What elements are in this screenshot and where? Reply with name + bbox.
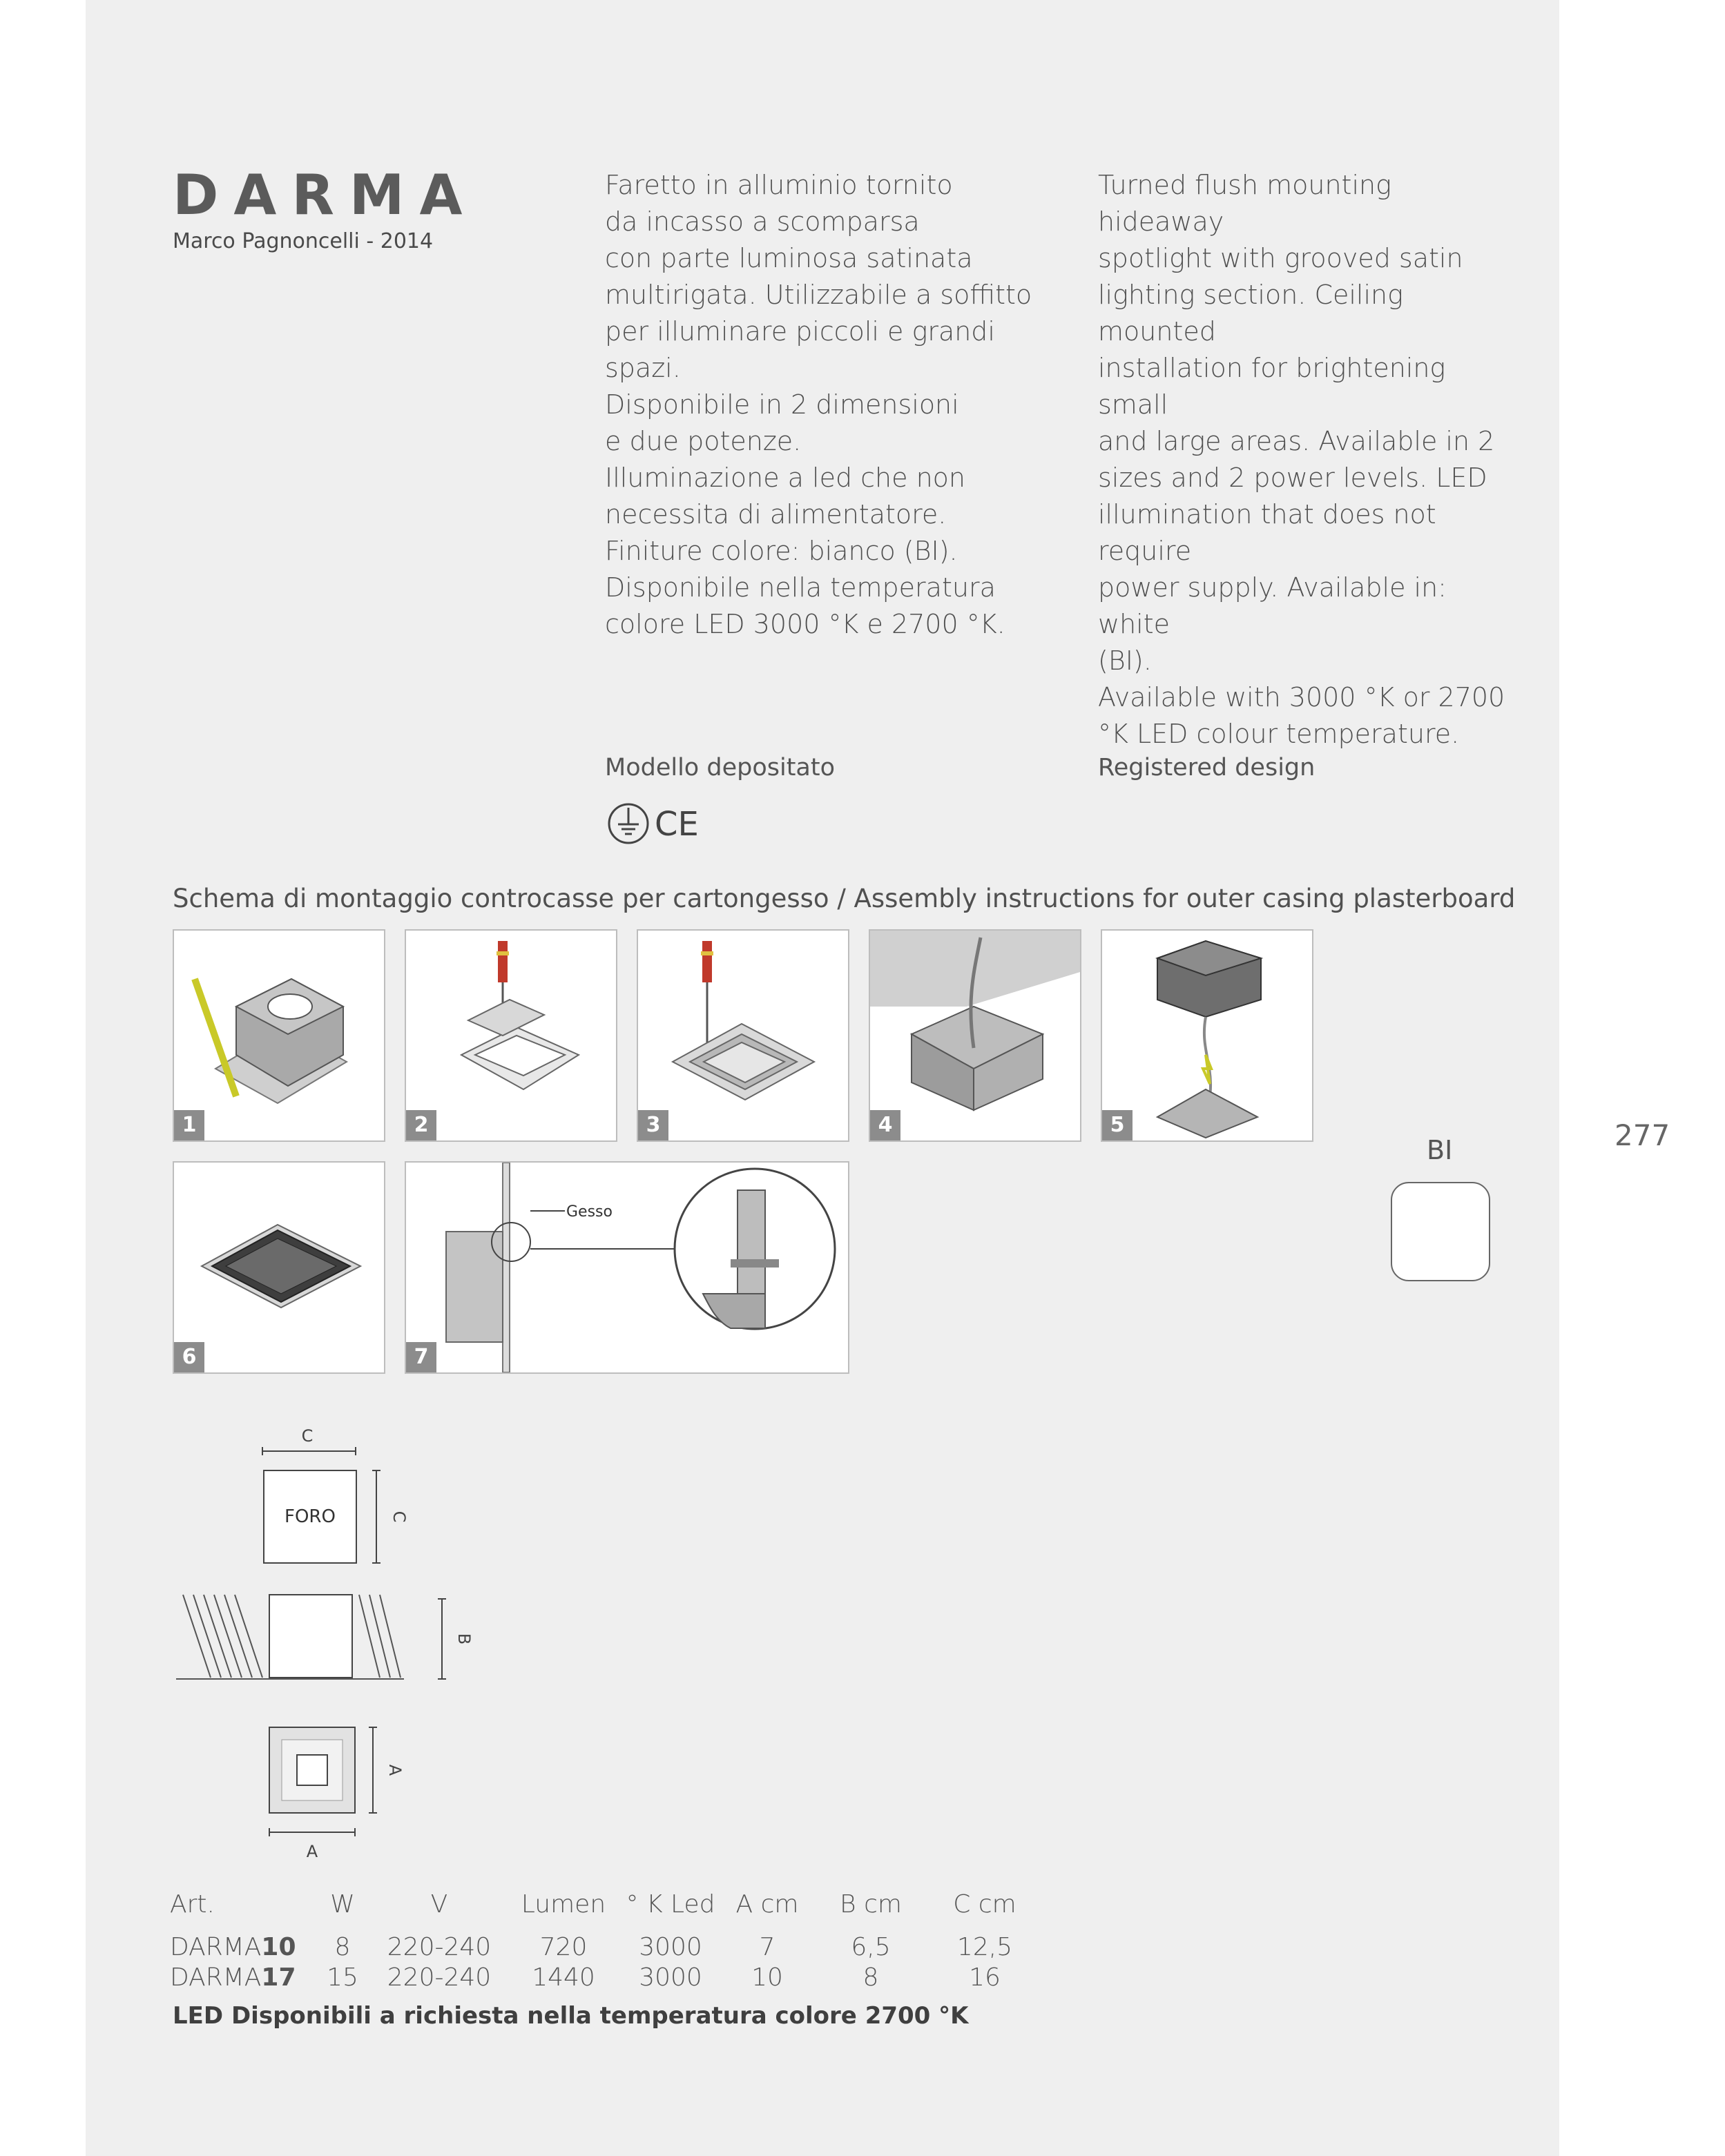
art-cell	[170, 1932, 308, 1962]
step-badge: 4	[870, 1110, 900, 1140]
gesso-label: Gesso	[566, 1203, 613, 1221]
art-prefix: DARMA	[170, 1963, 262, 1992]
page-number: 277	[1615, 1118, 1670, 1152]
v-cell: 220-240	[387, 1963, 492, 1992]
description-english: Turned flush mounting hideaway spotlight with grooved satin lighting section. Ceiling mounted installation for brightening small and large areas. Available in 2 sizes and 2 power levels. LED illumination that does not require power supply. Available in: white (BI). Available with 3000 °K or 2700 °K LED colour temperature.	[1098, 170, 1505, 749]
certification-marks	[608, 801, 704, 849]
c-cell: 12,5	[956, 1932, 1013, 1961]
assembly-title: Schema di montaggio controcasse per cartongesso / Assembly instructions for outer casing plasterboard	[173, 884, 1516, 913]
dim-c-top: C	[301, 1426, 314, 1446]
table-row	[170, 1962, 1047, 1992]
assembly-step-6	[173, 1161, 385, 1374]
col-v: V	[430, 1890, 448, 1919]
step-badge: 2	[406, 1110, 436, 1140]
step-badge: 5	[1102, 1110, 1133, 1140]
k-cell: 3000	[639, 1932, 702, 1961]
w-cell: 15	[327, 1963, 358, 1992]
ground-symbol-icon	[609, 804, 648, 843]
assembly-step-7	[405, 1161, 849, 1374]
col-k: ° K Led	[626, 1890, 715, 1919]
a-cell: 7	[759, 1932, 775, 1961]
assembly-step-5	[1101, 929, 1313, 1142]
col-w: W	[330, 1890, 355, 1919]
assembly-step-2	[405, 929, 617, 1142]
w-cell: 8	[334, 1932, 351, 1961]
art-prefix: DARMA	[170, 1932, 262, 1961]
step-badge: 7	[406, 1342, 436, 1372]
assembly-step-3	[637, 929, 849, 1142]
finish-swatch-white	[1391, 1182, 1490, 1281]
registered-design-en: Registered design	[1098, 754, 1316, 781]
led-availability-note: LED Disponibili a richiesta nella temperatura colore 2700 °K	[173, 2002, 969, 2030]
col-c: C cm	[953, 1890, 1016, 1919]
art-cell	[170, 1962, 308, 1992]
designer-credit: Marco Pagnoncelli - 2014	[173, 229, 434, 253]
lumen-cell: 720	[539, 1932, 588, 1961]
col-a: A cm	[735, 1890, 799, 1919]
table-row	[170, 1932, 1047, 1962]
step-badge: 6	[174, 1342, 204, 1372]
registered-design-it: Modello depositato	[605, 754, 835, 781]
drawing-foro	[262, 1426, 409, 1563]
step-badge: 1	[174, 1110, 204, 1140]
assembly-step-4	[869, 929, 1081, 1142]
finish-code: BI	[1427, 1135, 1453, 1165]
art-size: 10	[261, 1932, 296, 1961]
technical-drawings	[173, 1422, 490, 1867]
spec-table	[170, 1890, 1047, 1992]
dim-b: B	[454, 1633, 474, 1645]
lumen-cell: 1440	[532, 1963, 595, 1992]
dim-c-side: C	[389, 1511, 409, 1523]
ce-mark-icon: CE	[655, 805, 699, 844]
col-b: B cm	[840, 1890, 902, 1919]
foro-label: FORO	[285, 1506, 336, 1527]
description-italian: Faretto in alluminio tornito da incasso a scomparsa con parte luminosa satinata multirigata. Utilizzabile a soffitto per illuminare piccoli e grandi spazi. Disponibile in 2 dimensioni e due potenze. Illuminazione a led che non necessita di alimentatore. Finiture colore: bianco (BI). Disponibile nella temperatura colore LED 3000 °K e 2700 °K.	[605, 170, 1032, 639]
drawing-section	[176, 1595, 474, 1679]
spec-header-row	[170, 1890, 1047, 1932]
a-cell: 10	[751, 1963, 783, 1992]
col-lumen: Lumen	[521, 1890, 606, 1919]
assembly-step-1	[173, 929, 385, 1142]
product-title: DARMA	[173, 163, 478, 227]
col-art: Art.	[170, 1890, 215, 1919]
v-cell: 220-240	[387, 1932, 492, 1961]
k-cell: 3000	[639, 1963, 702, 1992]
step-badge: 3	[638, 1110, 668, 1140]
b-cell: 8	[862, 1963, 879, 1992]
dim-a-bottom: A	[306, 1842, 318, 1861]
b-cell: 6,5	[851, 1932, 891, 1961]
c-cell: 16	[969, 1963, 1001, 1992]
dim-a-side: A	[385, 1764, 405, 1776]
art-size: 17	[261, 1963, 296, 1992]
drawing-front	[269, 1727, 405, 1861]
